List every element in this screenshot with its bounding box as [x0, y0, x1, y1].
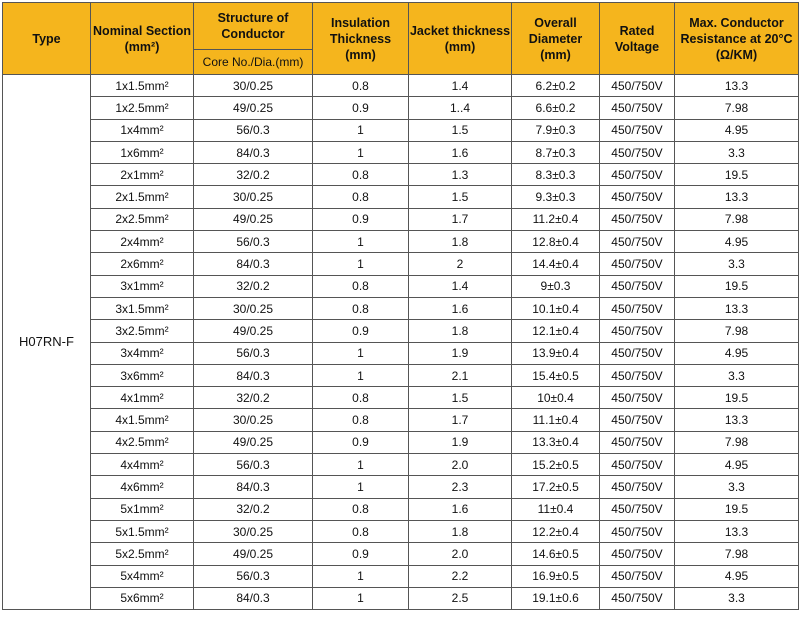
nominal-section-cell: 3x2.5mm²: [91, 320, 194, 342]
insulation-cell: 1: [313, 364, 409, 386]
diameter-cell: 9.3±0.3: [512, 186, 600, 208]
nominal-section-cell: 2x4mm²: [91, 231, 194, 253]
diameter-cell: 15.4±0.5: [512, 364, 600, 386]
resistance-cell: 3.3: [675, 253, 799, 275]
insulation-cell: 0.9: [313, 320, 409, 342]
resistance-cell: 4.95: [675, 231, 799, 253]
nominal-section-cell: 3x6mm²: [91, 364, 194, 386]
jacket-cell: 1.8: [409, 520, 512, 542]
conductor-structure-cell: 56/0.3: [194, 342, 313, 364]
nominal-section-cell: 5x2.5mm²: [91, 543, 194, 565]
voltage-cell: 450/750V: [600, 387, 675, 409]
jacket-cell: 1.6: [409, 141, 512, 163]
voltage-cell: 450/750V: [600, 498, 675, 520]
conductor-structure-cell: 30/0.25: [194, 297, 313, 319]
voltage-cell: 450/750V: [600, 253, 675, 275]
voltage-cell: 450/750V: [600, 342, 675, 364]
nominal-section-cell: 3x1.5mm²: [91, 297, 194, 319]
table-row: [3, 231, 799, 253]
nominal-section-cell: 5x1.5mm²: [91, 520, 194, 542]
insulation-cell: 1: [313, 454, 409, 476]
jacket-cell: 1.4: [409, 275, 512, 297]
voltage-cell: 450/750V: [600, 164, 675, 186]
nominal-section-cell: 4x2.5mm²: [91, 431, 194, 453]
table-row: [3, 97, 799, 119]
voltage-cell: 450/750V: [600, 520, 675, 542]
conductor-structure-cell: 30/0.25: [194, 409, 313, 431]
jacket-cell: 1..4: [409, 97, 512, 119]
resistance-cell: 13.3: [675, 409, 799, 431]
jacket-cell: 2.5: [409, 587, 512, 609]
voltage-cell: 450/750V: [600, 119, 675, 141]
header-jacket: Jacket thickness (mm): [409, 3, 512, 75]
voltage-cell: 450/750V: [600, 275, 675, 297]
insulation-cell: 0.9: [313, 208, 409, 230]
voltage-cell: 450/750V: [600, 364, 675, 386]
conductor-structure-cell: 32/0.2: [194, 498, 313, 520]
diameter-cell: 11.1±0.4: [512, 409, 600, 431]
insulation-cell: 0.9: [313, 97, 409, 119]
table-row: [3, 342, 799, 364]
diameter-cell: 8.7±0.3: [512, 141, 600, 163]
resistance-cell: 4.95: [675, 119, 799, 141]
voltage-cell: 450/750V: [600, 186, 675, 208]
jacket-cell: 2.2: [409, 565, 512, 587]
insulation-cell: 0.8: [313, 186, 409, 208]
header-type: Type: [3, 3, 91, 75]
resistance-cell: 4.95: [675, 454, 799, 476]
table-row: [3, 431, 799, 453]
diameter-cell: 14.6±0.5: [512, 543, 600, 565]
jacket-cell: 2.0: [409, 543, 512, 565]
voltage-cell: 450/750V: [600, 543, 675, 565]
diameter-cell: 12.8±0.4: [512, 231, 600, 253]
insulation-cell: 1: [313, 565, 409, 587]
insulation-cell: 0.8: [313, 498, 409, 520]
jacket-cell: 2.0: [409, 454, 512, 476]
resistance-cell: 3.3: [675, 476, 799, 498]
jacket-cell: 1.4: [409, 75, 512, 97]
voltage-cell: 450/750V: [600, 297, 675, 319]
nominal-section-cell: 2x2.5mm²: [91, 208, 194, 230]
table-body: [3, 75, 799, 610]
diameter-cell: 12.1±0.4: [512, 320, 600, 342]
header-structure: Structure of Conductor: [194, 3, 313, 50]
table-row: [3, 543, 799, 565]
header-insulation: Insulation Thickness (mm): [313, 3, 409, 75]
diameter-cell: 10.1±0.4: [512, 297, 600, 319]
resistance-cell: 13.3: [675, 520, 799, 542]
table-row: [3, 565, 799, 587]
voltage-cell: 450/750V: [600, 97, 675, 119]
jacket-cell: 1.3: [409, 164, 512, 186]
conductor-structure-cell: 56/0.3: [194, 231, 313, 253]
table-row: [3, 387, 799, 409]
diameter-cell: 12.2±0.4: [512, 520, 600, 542]
conductor-structure-cell: 84/0.3: [194, 141, 313, 163]
table-row: [3, 164, 799, 186]
nominal-section-cell: 1x2.5mm²: [91, 97, 194, 119]
resistance-cell: 7.98: [675, 208, 799, 230]
table-row: [3, 208, 799, 230]
jacket-cell: 2.3: [409, 476, 512, 498]
jacket-cell: 1.5: [409, 119, 512, 141]
header-voltage: Rated Voltage: [600, 3, 675, 75]
nominal-section-cell: 5x6mm²: [91, 587, 194, 609]
insulation-cell: 0.9: [313, 431, 409, 453]
nominal-section-cell: 1x4mm²: [91, 119, 194, 141]
insulation-cell: 1: [313, 342, 409, 364]
resistance-cell: 7.98: [675, 320, 799, 342]
diameter-cell: 9±0.3: [512, 275, 600, 297]
conductor-structure-cell: 32/0.2: [194, 275, 313, 297]
insulation-cell: 1: [313, 253, 409, 275]
diameter-cell: 6.6±0.2: [512, 97, 600, 119]
resistance-cell: 3.3: [675, 587, 799, 609]
table-row: [3, 454, 799, 476]
diameter-cell: 15.2±0.5: [512, 454, 600, 476]
nominal-section-cell: 2x6mm²: [91, 253, 194, 275]
voltage-cell: 450/750V: [600, 454, 675, 476]
insulation-cell: 1: [313, 476, 409, 498]
nominal-section-cell: 2x1.5mm²: [91, 186, 194, 208]
voltage-cell: 450/750V: [600, 320, 675, 342]
diameter-cell: 16.9±0.5: [512, 565, 600, 587]
nominal-section-cell: 4x1mm²: [91, 387, 194, 409]
insulation-cell: 1: [313, 141, 409, 163]
voltage-cell: 450/750V: [600, 409, 675, 431]
jacket-cell: 2: [409, 253, 512, 275]
nominal-section-cell: 5x4mm²: [91, 565, 194, 587]
resistance-cell: 3.3: [675, 141, 799, 163]
table-row: [3, 364, 799, 386]
resistance-cell: 13.3: [675, 297, 799, 319]
conductor-structure-cell: 84/0.3: [194, 364, 313, 386]
insulation-cell: 0.8: [313, 75, 409, 97]
insulation-cell: 0.8: [313, 387, 409, 409]
jacket-cell: 1.6: [409, 498, 512, 520]
jacket-cell: 1.9: [409, 431, 512, 453]
resistance-cell: 19.5: [675, 275, 799, 297]
header-structure-sub: Core No./Dia.(mm): [194, 50, 313, 75]
resistance-cell: 13.3: [675, 186, 799, 208]
header-resistance: Max. Conductor Resistance at 20°C (Ω/KM): [675, 3, 799, 75]
jacket-cell: 1.7: [409, 409, 512, 431]
insulation-cell: 1: [313, 231, 409, 253]
voltage-cell: 450/750V: [600, 75, 675, 97]
diameter-cell: 6.2±0.2: [512, 75, 600, 97]
table-row: [3, 587, 799, 609]
diameter-cell: 11.2±0.4: [512, 208, 600, 230]
voltage-cell: 450/750V: [600, 208, 675, 230]
table-row: [3, 297, 799, 319]
nominal-section-cell: 3x4mm²: [91, 342, 194, 364]
nominal-section-cell: 1x6mm²: [91, 141, 194, 163]
resistance-cell: 4.95: [675, 565, 799, 587]
table-row: [3, 119, 799, 141]
cable-spec-table: [2, 2, 799, 610]
nominal-section-cell: 4x6mm²: [91, 476, 194, 498]
voltage-cell: 450/750V: [600, 587, 675, 609]
table-row: [3, 476, 799, 498]
jacket-cell: 1.5: [409, 387, 512, 409]
table-row: [3, 141, 799, 163]
conductor-structure-cell: 56/0.3: [194, 454, 313, 476]
conductor-structure-cell: 32/0.2: [194, 164, 313, 186]
voltage-cell: 450/750V: [600, 141, 675, 163]
diameter-cell: 10±0.4: [512, 387, 600, 409]
nominal-section-cell: 1x1.5mm²: [91, 75, 194, 97]
resistance-cell: 7.98: [675, 431, 799, 453]
jacket-cell: 1.5: [409, 186, 512, 208]
diameter-cell: 11±0.4: [512, 498, 600, 520]
conductor-structure-cell: 49/0.25: [194, 431, 313, 453]
insulation-cell: 0.8: [313, 409, 409, 431]
table-row: [3, 409, 799, 431]
voltage-cell: 450/750V: [600, 231, 675, 253]
type-cell: H07RN-F: [3, 75, 91, 610]
voltage-cell: 450/750V: [600, 476, 675, 498]
nominal-section-cell: 2x1mm²: [91, 164, 194, 186]
insulation-cell: 1: [313, 587, 409, 609]
table-row: [3, 520, 799, 542]
conductor-structure-cell: 49/0.25: [194, 208, 313, 230]
resistance-cell: 19.5: [675, 498, 799, 520]
conductor-structure-cell: 30/0.25: [194, 520, 313, 542]
insulation-cell: 0.8: [313, 297, 409, 319]
jacket-cell: 1.7: [409, 208, 512, 230]
jacket-cell: 1.8: [409, 320, 512, 342]
insulation-cell: 0.8: [313, 520, 409, 542]
diameter-cell: 13.9±0.4: [512, 342, 600, 364]
diameter-cell: 13.3±0.4: [512, 431, 600, 453]
voltage-cell: 450/750V: [600, 431, 675, 453]
nominal-section-cell: 5x1mm²: [91, 498, 194, 520]
resistance-cell: 19.5: [675, 164, 799, 186]
resistance-cell: 19.5: [675, 387, 799, 409]
table-row: [3, 275, 799, 297]
voltage-cell: 450/750V: [600, 565, 675, 587]
resistance-cell: 3.3: [675, 364, 799, 386]
conductor-structure-cell: 84/0.3: [194, 587, 313, 609]
nominal-section-cell: 4x4mm²: [91, 454, 194, 476]
table-row: [3, 320, 799, 342]
jacket-cell: 1.9: [409, 342, 512, 364]
jacket-cell: 2.1: [409, 364, 512, 386]
resistance-cell: 4.95: [675, 342, 799, 364]
nominal-section-cell: 4x1.5mm²: [91, 409, 194, 431]
insulation-cell: 0.8: [313, 164, 409, 186]
insulation-cell: 1: [313, 119, 409, 141]
table-row: [3, 498, 799, 520]
diameter-cell: 17.2±0.5: [512, 476, 600, 498]
conductor-structure-cell: 49/0.25: [194, 320, 313, 342]
conductor-structure-cell: 84/0.3: [194, 476, 313, 498]
diameter-cell: 8.3±0.3: [512, 164, 600, 186]
insulation-cell: 0.8: [313, 275, 409, 297]
table-row: [3, 75, 799, 97]
conductor-structure-cell: 32/0.2: [194, 387, 313, 409]
jacket-cell: 1.6: [409, 297, 512, 319]
diameter-cell: 19.1±0.6: [512, 587, 600, 609]
conductor-structure-cell: 49/0.25: [194, 97, 313, 119]
conductor-structure-cell: 30/0.25: [194, 75, 313, 97]
diameter-cell: 7.9±0.3: [512, 119, 600, 141]
conductor-structure-cell: 49/0.25: [194, 543, 313, 565]
header-diameter: Overall Diameter (mm): [512, 3, 600, 75]
conductor-structure-cell: 84/0.3: [194, 253, 313, 275]
conductor-structure-cell: 56/0.3: [194, 565, 313, 587]
table-row: [3, 186, 799, 208]
resistance-cell: 13.3: [675, 75, 799, 97]
conductor-structure-cell: 56/0.3: [194, 119, 313, 141]
resistance-cell: 7.98: [675, 543, 799, 565]
header-nominal-section: Nominal Section (mm²): [91, 3, 194, 75]
resistance-cell: 7.98: [675, 97, 799, 119]
table-row: [3, 253, 799, 275]
nominal-section-cell: 3x1mm²: [91, 275, 194, 297]
conductor-structure-cell: 30/0.25: [194, 186, 313, 208]
jacket-cell: 1.8: [409, 231, 512, 253]
diameter-cell: 14.4±0.4: [512, 253, 600, 275]
insulation-cell: 0.9: [313, 543, 409, 565]
